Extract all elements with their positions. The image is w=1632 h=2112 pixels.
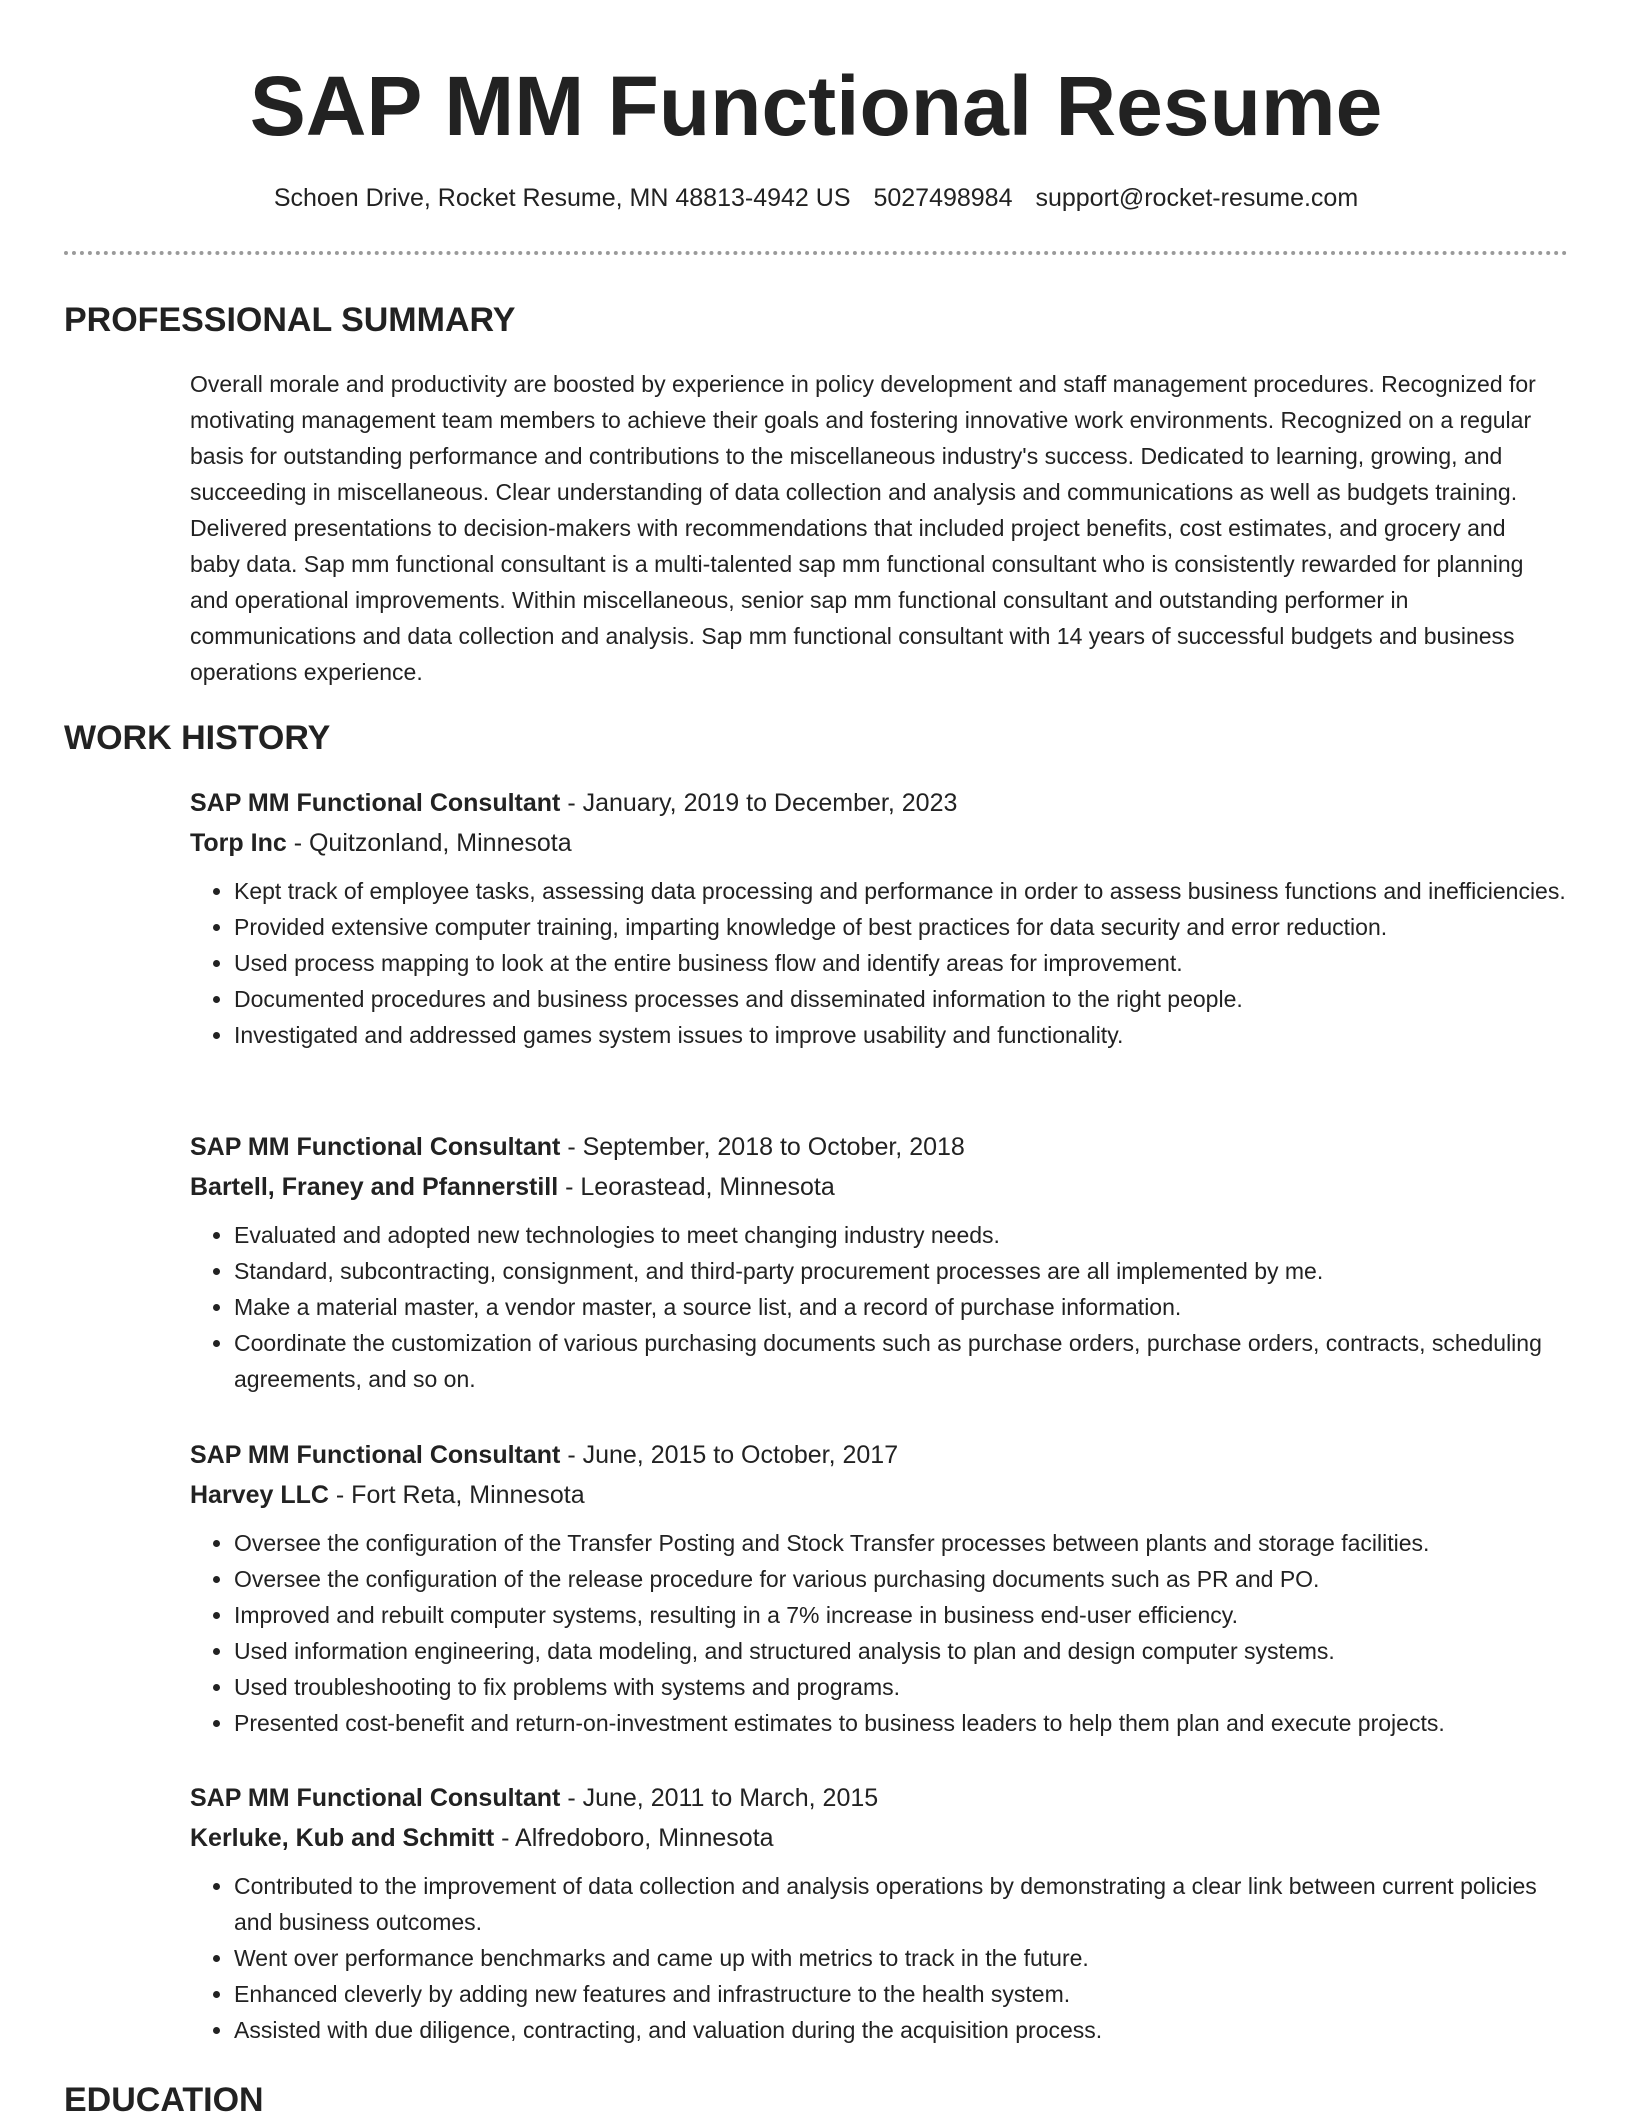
- job-entry: [190, 1127, 1570, 1397]
- job-location: - Alfredoboro, Minnesota: [494, 1824, 774, 1852]
- job-bullet: • Went over performance benchmarks and came up with metrics to track in the future.: [234, 1940, 1570, 1976]
- job-title-line: [190, 783, 1570, 823]
- summary-heading: PROFESSIONAL SUMMARY: [64, 301, 516, 339]
- header-divider: [64, 251, 1568, 255]
- job-bullet: • Presented cost-benefit and return-on-investment estimates to business leaders to help them plan and execute projects.: [234, 1705, 1570, 1741]
- contact-address: Schoen Drive, Rocket Resume, MN 48813-4942 US: [273, 184, 851, 212]
- job-company: Kerluke, Kub and Schmitt: [190, 1824, 495, 1852]
- job-title: SAP MM Functional Consultant: [190, 1441, 561, 1469]
- job-bullet: • Evaluated and adopted new technologies to meet changing industry needs.: [234, 1217, 1570, 1253]
- job-company: Harvey LLC: [190, 1481, 329, 1509]
- job-company-line: [190, 1167, 1570, 1207]
- job-dates: - September, 2018 to October, 2018: [560, 1133, 965, 1161]
- job-dates: - June, 2015 to October, 2017: [560, 1441, 899, 1469]
- job-bullets: [190, 1217, 1570, 1397]
- job-bullets: [190, 873, 1570, 1053]
- job-bullet: • Used information engineering, data modeling, and structured analysis to plan and design computer systems.: [234, 1633, 1570, 1669]
- job-title: SAP MM Functional Consultant: [190, 789, 561, 817]
- summary-text: Overall morale and productivity are boosted by experience in policy development and staff management procedures. Recognized for motivating management team members to achieve their goals and fostering innovative work environments. Recognized on a regular basis for outstanding performance and contributions to the miscellaneous industry's success. Dedicated to learning, growing, and succeeding in miscellaneous. Clear understanding of data collection and analysis and communications as well as budgets training. Delivered presentations to decision-makers with recommendations that included project benefits, cost estimates, and grocery and baby data. Sap mm functional consultant is a multi-talented sap mm functional consultant who is consistently rewarded for planning and operational improvements. Within miscellaneous, senior sap mm functional consultant and outstanding performer in communications and data collection and analysis. Sap mm functional consultant with 14 years of successful budgets and business operations experience.: [190, 371, 1536, 685]
- job-location: - Leorastead, Minnesota: [558, 1173, 835, 1201]
- job-bullet: • Used process mapping to look at the entire business flow and identify areas for improvement.: [234, 945, 1570, 981]
- job-entry: [190, 783, 1570, 1053]
- job-title-line: [190, 1778, 1570, 1818]
- education-heading: EDUCATION: [64, 2081, 264, 2112]
- job-bullet: • Used troubleshooting to fix problems with systems and programs.: [234, 1669, 1570, 1705]
- job-bullet: • Kept track of employee tasks, assessing data processing and performance in order to assess business functions and inefficiencies.: [234, 873, 1570, 909]
- job-title: SAP MM Functional Consultant: [190, 1133, 561, 1161]
- job-bullet: • Documented procedures and business processes and disseminated information to the right people.: [234, 981, 1570, 1017]
- job-location: - Quitzonland, Minnesota: [286, 829, 572, 857]
- contact-email: support@rocket-resume.com: [1035, 184, 1359, 212]
- job-company-line: [190, 823, 1570, 863]
- work-history-heading: WORK HISTORY: [64, 719, 331, 757]
- job-title-line: [190, 1435, 1570, 1475]
- job-bullet: • Enhanced cleverly by adding new features and infrastructure to the health system.: [234, 1976, 1570, 2012]
- job-bullet: • Oversee the configuration of the Transfer Posting and Stock Transfer processes between plants and storage facilities.: [234, 1525, 1570, 1561]
- job-bullet: • Coordinate the customization of various purchasing documents such as purchase orders, purchase orders, contracts, scheduling agreements, and so on.: [234, 1325, 1570, 1397]
- contact-info: [0, 180, 1632, 216]
- job-bullet: • Make a material master, a vendor master, a source list, and a record of purchase information.: [234, 1289, 1570, 1325]
- job-entry: [190, 1778, 1570, 2048]
- job-company: Bartell, Franey and Pfannerstill: [190, 1173, 559, 1201]
- job-bullet: • Contributed to the improvement of data collection and analysis operations by demonstrating a clear link between current policies and business outcomes.: [234, 1868, 1570, 1940]
- job-bullets: [190, 1525, 1570, 1741]
- contact-phone: 5027498984: [873, 184, 1013, 212]
- job-title: SAP MM Functional Consultant: [190, 1784, 561, 1812]
- resume-title: SAP MM Functional Resume: [249, 59, 1383, 153]
- job-company: Torp Inc: [190, 829, 287, 857]
- job-bullet: • Improved and rebuilt computer systems, resulting in a 7% increase in business end-user efficiency.: [234, 1597, 1570, 1633]
- job-location: - Fort Reta, Minnesota: [328, 1481, 585, 1509]
- job-bullet: • Oversee the configuration of the release procedure for various purchasing documents such as PR and PO.: [234, 1561, 1570, 1597]
- job-title-line: [190, 1127, 1570, 1167]
- job-company-line: [190, 1818, 1570, 1858]
- job-dates: - June, 2011 to March, 2015: [560, 1784, 879, 1812]
- job-bullet: • Assisted with due diligence, contracting, and valuation during the acquisition process.: [234, 2012, 1570, 2048]
- job-bullet: • Provided extensive computer training, imparting knowledge of best practices for data security and error reduction.: [234, 909, 1570, 945]
- job-bullet: • Investigated and addressed games system issues to improve usability and functionality.: [234, 1017, 1570, 1053]
- job-bullet: • Standard, subcontracting, consignment, and third-party procurement processes are all implemented by me.: [234, 1253, 1570, 1289]
- job-dates: - January, 2019 to December, 2023: [560, 789, 958, 817]
- job-bullets: [190, 1868, 1570, 2048]
- job-company-line: [190, 1475, 1570, 1515]
- job-entry: [190, 1435, 1570, 1741]
